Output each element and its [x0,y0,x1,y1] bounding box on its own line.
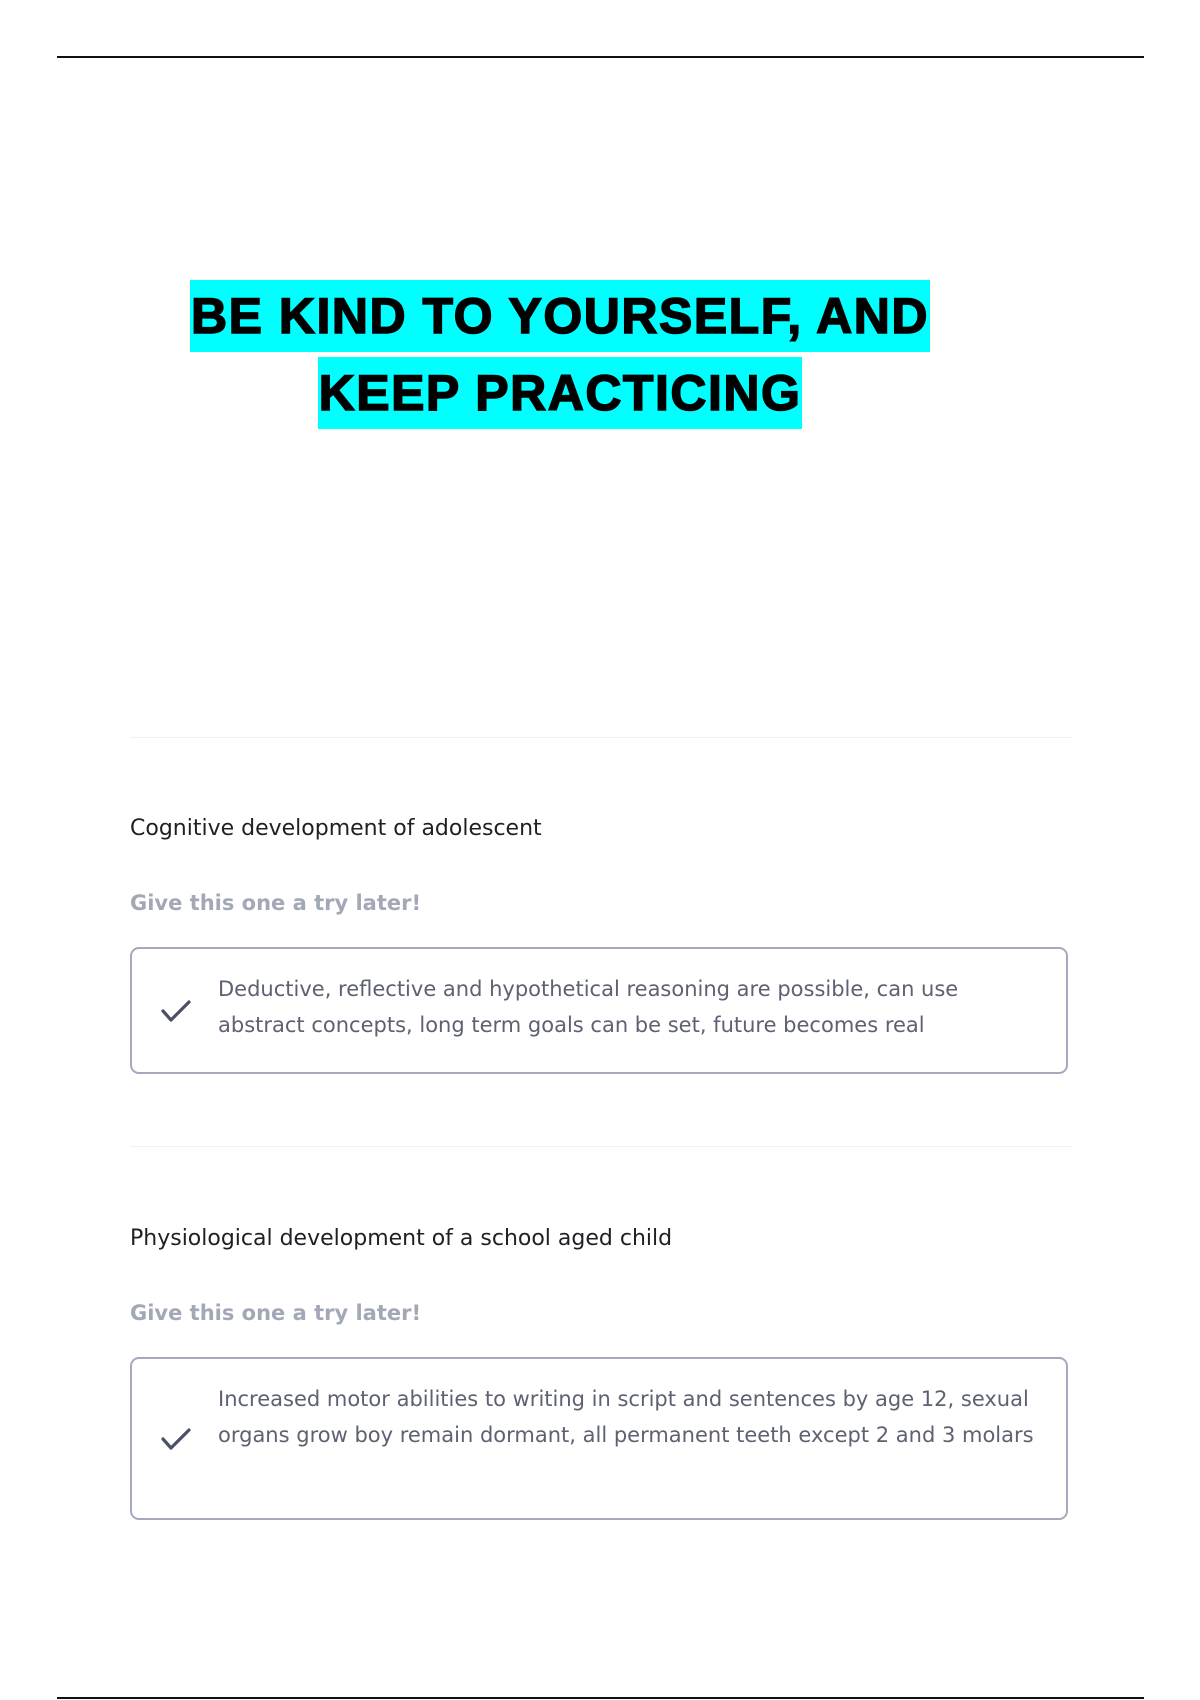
top-rule [57,56,1144,58]
flashcard [130,1220,1072,1520]
card-term: Cognitive development of adolescent [130,816,542,841]
answer-box[interactable] [130,1357,1068,1520]
card-divider [130,737,1072,738]
try-later-hint: Give this one a try later! [130,1301,422,1325]
banner-line-2: KEEP PRACTICING [318,357,803,429]
try-later-hint: Give this one a try later! [130,891,422,915]
check-icon [158,1421,194,1457]
bottom-rule [57,1697,1144,1699]
motivational-banner [0,280,1120,434]
answer-text: Deductive, reflective and hypothetical reasoning are possible, can use abstract concepts, long term goals can be set, future becomes real [218,977,959,1037]
card-term: Physiological development of a school aged child [130,1226,673,1251]
flashcard [130,810,1072,1075]
answer-text: Increased motor abilities to writing in script and sentences by age 12, sexual organs grow boy remain dormant, all permanent teeth except 2 and 3 molars [218,1387,1034,1447]
answer-box[interactable] [130,947,1068,1074]
card-divider [130,1146,1072,1147]
banner-line-1: BE KIND TO YOURSELF, AND [190,280,930,352]
check-icon [158,993,194,1029]
